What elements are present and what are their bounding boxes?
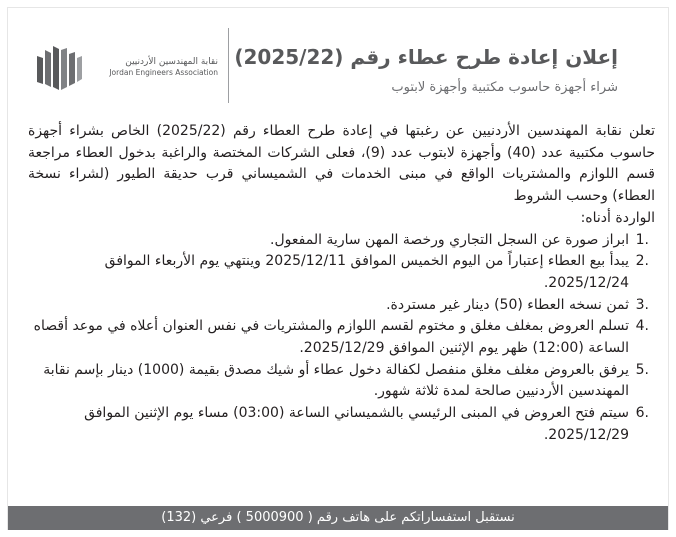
intro-tail: الواردة أدناه: <box>580 209 655 226</box>
item-text: يبدأ بيع العطاء إعتباراً من اليوم الخميس الموافق 2025/12/11 وينتهي يوم الأربعاء الموافق 2025/12/24. <box>104 253 629 291</box>
organization-name-en: Jordan Engineers Association <box>109 68 218 77</box>
list-item <box>28 251 655 294</box>
page-subtitle: شراء أجهزة حاسوب مكتبية وأجهزة لابتوب <box>391 80 618 95</box>
intro-paragraph: تعلن نقابة المهندسين الأردنيين عن رغبتها في إعادة طرح العطاء رقم (2025/22) الخاص بشراء أجهزة حاسوب مكتبية عدد (40) وأجهزة لابتوب عدد (9)، فعلى الشركات المختصة والراغبة بدخول العطاء مراجعة قسم اللوازم والمشتريات الواقع في مبنى الخدمات في الشميساني قرب حديقة الطيور (لشراء نسخة العطاء) وحسب الشروط <box>28 123 655 205</box>
item-number: 4. <box>635 318 649 335</box>
announcement-body <box>28 121 655 447</box>
title-block <box>234 44 618 97</box>
item-number: 5. <box>635 361 649 378</box>
header-divider <box>228 28 229 103</box>
item-number: 6. <box>635 405 649 422</box>
item-text: ابراز صورة عن السجل التجاري ورخصة المهن سارية المفعول. <box>270 231 629 248</box>
item-number: 2. <box>635 253 649 270</box>
list-item <box>28 295 655 317</box>
item-text: ثمن نسخه العطاء (50) دينار غير مستردة. <box>386 296 629 313</box>
organization-name-ar: نقابة المهندسين الأردنيين <box>125 57 218 67</box>
item-text: يرفق بالعروض مغلف مغلق منفصل لكفالة دخول عطاء أو شيك مصدق بقيمة (1000) دينار بإسم نقابة المهندسين الأردنيين صالحة لمدة ثلاثة شهور. <box>43 361 629 400</box>
item-text: سيتم فتح العروض في المبنى الرئيسي بالشميساني الساعة (03:00) مساء يوم الإثنين الموافق 2025/12/29. <box>84 405 629 443</box>
list-item <box>28 316 655 359</box>
list-item <box>28 403 655 446</box>
item-text: تسلم العروض بمغلف مغلق و مختوم لقسم اللوازم والمشتريات في نفس العنوان أعلاه في موعد أقصاه الساعة (12:00) ظهر يوم الإثنين الموافق 2025/12/29. <box>33 318 629 357</box>
list-item <box>28 360 655 403</box>
jea-logo-icon <box>34 44 84 92</box>
organization-names <box>88 57 218 78</box>
item-number: 1. <box>635 231 649 248</box>
contact-footer: نستقبل استفساراتكم على هاتف رقم ( 5000900 ) فرعي (132) <box>8 506 668 530</box>
terms-list <box>28 230 655 447</box>
organization-brand <box>32 44 222 94</box>
list-item <box>28 230 655 252</box>
item-number: 3. <box>635 296 649 313</box>
page-title: إعلان إعادة طرح عطاء رقم (2025/22) <box>234 45 618 69</box>
announcement <box>7 7 669 530</box>
header <box>8 8 668 118</box>
